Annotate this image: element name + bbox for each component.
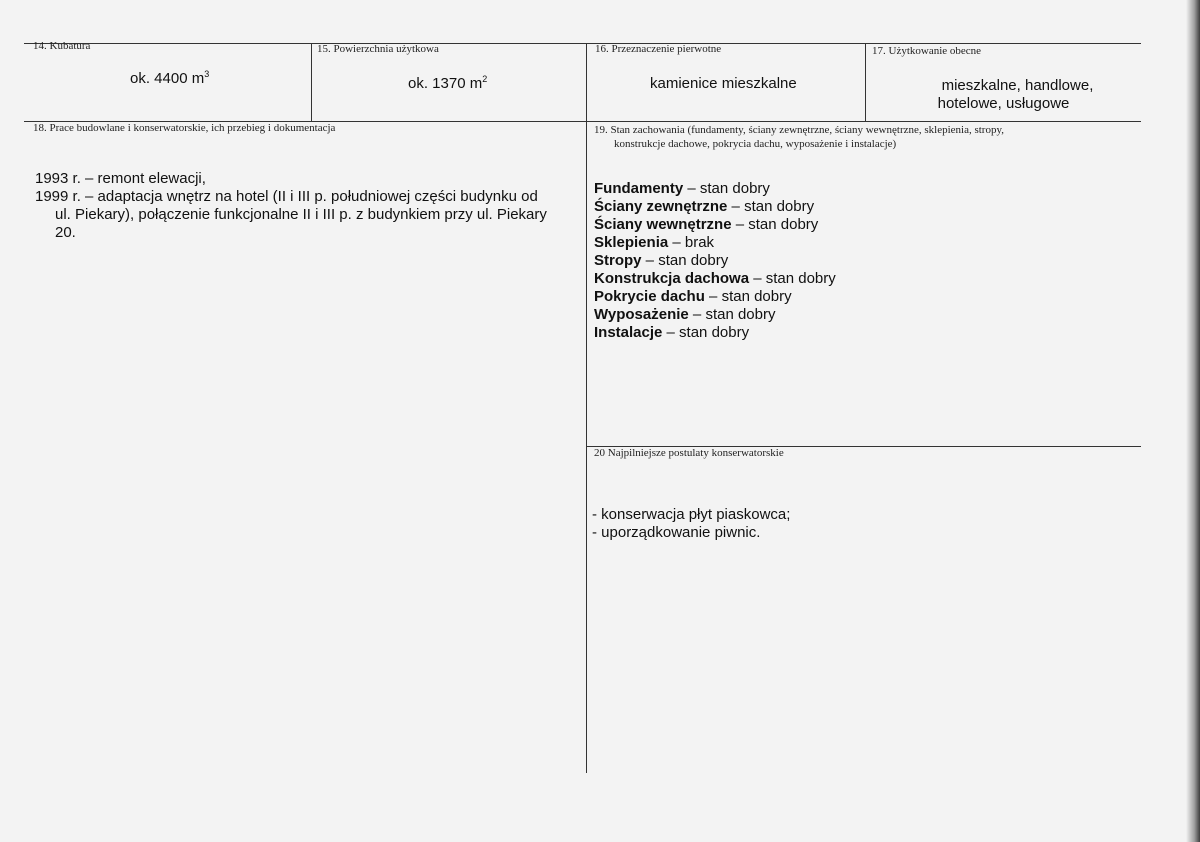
condition-name: Instalacje <box>594 324 663 341</box>
condition-item <box>594 324 836 342</box>
condition-name: Sklepienia <box>594 234 669 251</box>
field-17-value <box>866 77 1141 113</box>
field-20-label: 20 Najpilniejsze postulaty konserwatorskie <box>594 447 784 459</box>
condition-name: Ściany wewnętrzne <box>594 216 732 233</box>
field-14-value-sup: 3 <box>204 69 210 79</box>
condition-item <box>594 252 836 270</box>
condition-state: – stan dobry <box>704 288 792 305</box>
field-15-value <box>408 75 487 92</box>
field-14-label: 14. Kubatura <box>33 40 91 52</box>
col-divider-14-15 <box>311 43 312 121</box>
condition-state: – brak <box>668 234 715 251</box>
field-18-entries <box>35 170 585 242</box>
condition-state: – stan dobry <box>683 180 770 197</box>
postulate-item: - konserwacja płyt piaskowca; <box>592 506 791 523</box>
field-16-value: kamienice mieszkalne <box>650 75 797 92</box>
field-15-label: 15. Powierzchnia użytkowa <box>317 43 439 55</box>
condition-item <box>594 180 836 198</box>
condition-item <box>594 234 836 252</box>
condition-state: – stan dobry <box>688 306 776 323</box>
entry-1-text: – remont elewacji, <box>80 170 206 187</box>
condition-item <box>594 288 836 306</box>
col-divider-main <box>586 43 587 773</box>
postulate-item: - uporządkowanie piwnic. <box>592 524 761 541</box>
field-15-value-sup: 2 <box>482 74 488 84</box>
top-border <box>24 43 1141 44</box>
field-15-value-text: ok. 1370 m <box>408 75 483 92</box>
field-18-entry-2-cont1: ul. Piekary), połączenie funkcjonalne II i III p. z budynkiem przy ul. Piekary <box>55 206 547 223</box>
field-16-label: 16. Przeznaczenie pierwotne <box>595 43 722 55</box>
entry-2-year: 1999 r. <box>35 188 81 205</box>
field-18-label: 18. Prace budowlane i konserwatorskie, ich przebieg i dokumentacja <box>33 122 336 134</box>
field-17-value-line1: mieszkalne, handlowe, <box>941 77 1094 94</box>
field-14-value <box>130 70 209 87</box>
condition-state: – stan dobry <box>731 216 819 233</box>
condition-state: – stan dobry <box>727 198 815 215</box>
field-17-value-line2: hotelowe, usługowe <box>937 95 1070 112</box>
condition-name: Konstrukcja dachowa <box>594 270 750 287</box>
field-18-entry-1 <box>35 170 585 188</box>
condition-name: Fundamenty <box>594 180 684 197</box>
condition-state: – stan dobry <box>641 252 729 269</box>
field-18-entry-2-cont2: 20. <box>55 224 76 241</box>
condition-item <box>594 216 836 234</box>
condition-state: – stan dobry <box>662 324 750 341</box>
field-19-items <box>594 180 836 342</box>
condition-state: – stan dobry <box>749 270 836 287</box>
condition-item <box>594 306 836 324</box>
scan-edge-shadow <box>1186 0 1200 842</box>
field-17-label: 17. Użytkowanie obecne <box>872 45 982 57</box>
entry-1-year: 1993 r. <box>35 170 81 187</box>
condition-name: Wyposażenie <box>594 306 689 323</box>
field-20-items <box>592 506 790 542</box>
condition-name: Stropy <box>594 252 642 269</box>
condition-item <box>594 198 836 216</box>
field-19-label-line2: konstrukcje dachowe, pokrycia dachu, wyposażenie i instalacje) <box>614 138 897 150</box>
condition-item <box>594 270 836 288</box>
field-18-entry-2 <box>35 188 585 206</box>
entry-2-text: – adaptacja wnętrz na hotel (II i III p. południowej części budynku od <box>80 188 538 205</box>
field-14-value-text: ok. 4400 m <box>130 70 205 87</box>
condition-name: Pokrycie dachu <box>594 288 705 305</box>
condition-name: Ściany zewnętrzne <box>594 198 728 215</box>
field-19-label-line1: 19. Stan zachowania (fundamenty, ściany zewnętrzne, ściany wewnętrzne, sklepienia, stropy, <box>594 124 1005 136</box>
